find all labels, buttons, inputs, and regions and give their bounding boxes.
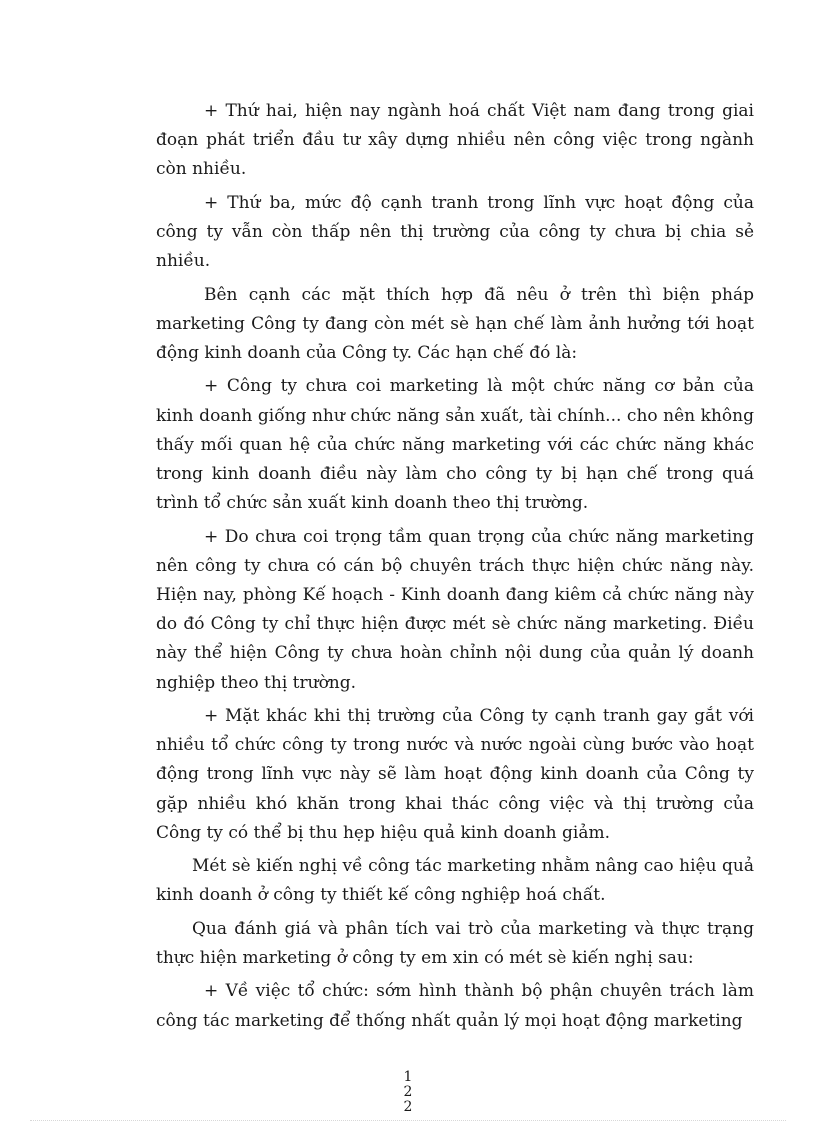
paragraph-4: + Công ty chưa coi marketing là một chức năng cơ bản của kinh doanh giống như chức năng sản xuất, tài chính... cho nên không thấy mối quan hệ của chức năng marketing với các chức năng khác trong kinh doanh điều này làm cho công ty bị hạn chế trong quá trình tổ chức sản xuất kinh doanh theo thị trường.: [156, 376, 754, 514]
document-body: [156, 97, 754, 1040]
paragraph-2: + Thứ ba, mức độ cạnh tranh trong lĩnh vực hoạt động của công ty vẫn còn thấp nên thị trường của công ty chưa bị chia sẻ nhiều.: [156, 192, 754, 272]
paragraph-7: Mét sè kiến nghị về công tác marketing nhằm nâng cao hiệu quả kinh doanh ở công ty thiết kế công nghiệp hoá chất.: [156, 856, 754, 906]
paragraph-5: + Do chưa coi trọng tầm quan trọng của chức năng marketing nên công ty chưa có cán bộ chuyên trách thực hiện chức năng này. Hiện nay, phòng Kế hoạch - Kinh doanh đang kiêm cả chức năng này do đó Công ty chỉ thực hiện được mét sè chức năng marketing. Điều này thể hiện Công ty chưa hoàn chỉnh nội dung của quản lý doanh nghiệp theo thị trường.: [156, 526, 754, 693]
paragraph-1: + Thứ hai, hiện nay ngành hoá chất Việt nam đang trong giai đoạn phát triển đầu tư xây dựng nhiều nên công việc trong ngành còn nhiều.: [156, 101, 754, 180]
page-number: [0, 1070, 816, 1115]
paragraph-9: + Về việc tổ chức: sớm hình thành bộ phận chuyên trách làm công tác marketing để thống nhất quản lý mọi hoạt động marketing: [156, 981, 754, 1031]
paragraph-3: Bên cạnh các mặt thích hợp đã nêu ở trên thì biện pháp marketing Công ty đang còn mét sè hạn chế làm ảnh hưởng tới hoạt động kinh doanh của Công ty. Các hạn chế đó là:: [156, 284, 754, 363]
paragraph-6: + Mặt khác khi thị trường của Công ty cạnh tranh gay gắt với nhiều tổ chức công ty trong nước và nước ngoài cùng bước vào hoạt động trong lĩnh vực này sẽ làm hoạt động kinh doanh của Công ty gặp nhiều khó khăn trong khai thác công việc và thị trường của Công ty có thể bị thu hẹp hiệu quả kinh doanh giảm.: [156, 706, 754, 843]
page-number-digit-3: 2: [403, 1099, 413, 1115]
page-number-digit-1: 1: [403, 1069, 413, 1085]
page-number-digit-2: 2: [403, 1084, 413, 1100]
page-bottom-divider: [30, 1120, 786, 1121]
paragraph-8: Qua đánh giá và phân tích vai trò của marketing và thực trạng thực hiện marketing ở công ty em xin có mét sè kiến nghị sau:: [156, 918, 754, 968]
